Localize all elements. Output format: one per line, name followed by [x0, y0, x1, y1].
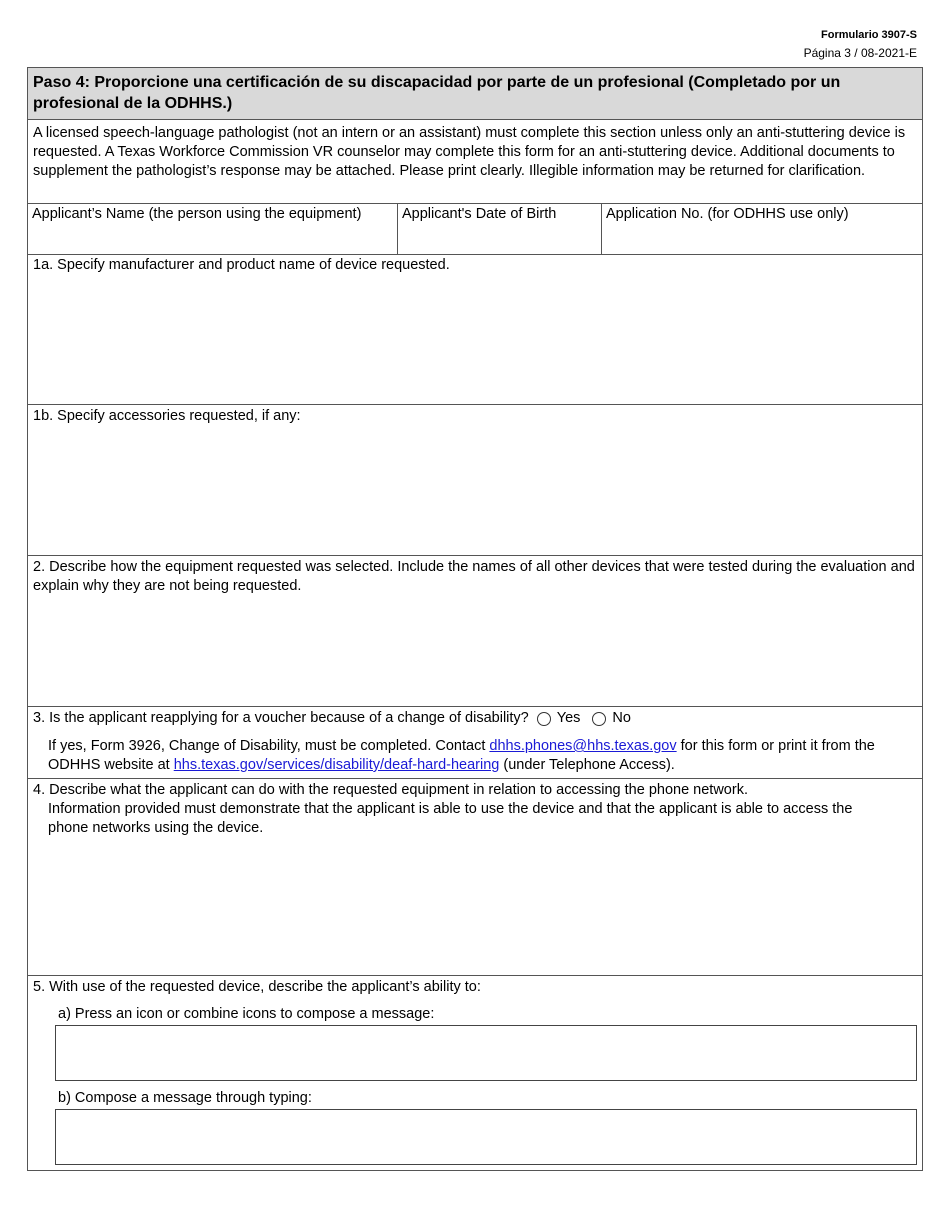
application-number-field[interactable]	[601, 204, 924, 254]
no-option[interactable]	[580, 709, 631, 728]
question-4-label: 4. Describe what the applicant can do with the requested equipment in relation to accessing the phone network.	[33, 782, 748, 798]
question-4-field[interactable]	[28, 779, 922, 976]
certification-form	[27, 67, 923, 1171]
email-link[interactable]: dhhs.phones@hhs.texas.gov	[489, 738, 677, 754]
question-2-label: 2. Describe how the equipment requested was selected. Include the names of all other devices that were tested during the evaluation and explain why they are not being requested.	[33, 559, 915, 594]
note-text-2: for this form or print it from the ODHHS website at	[48, 738, 875, 773]
yes-option[interactable]	[529, 709, 581, 728]
no-radio[interactable]	[592, 712, 606, 726]
application-number-label: Application No. (for ODHHS use only)	[606, 206, 849, 222]
intro-text: A licensed speech-language pathologist (not an intern or an assistant) must complete this section unless only an anti-stuttering device is requested. A Texas Workforce Commission VR counselor may complete this form for an anti-stuttering device. Additional documents to supplement the pathologist’s response may be attached. Please print clearly. Illegible information may be returned for clarification.	[28, 120, 922, 204]
applicant-name-field[interactable]	[28, 204, 397, 254]
question-5a-label: a) Press an icon or combine icons to compose a message:	[58, 1006, 435, 1022]
question-5-label: 5. With use of the requested device, describe the applicant’s ability to:	[33, 979, 481, 995]
date-of-birth-label: Applicant's Date of Birth	[402, 206, 557, 222]
yes-radio[interactable]	[537, 712, 551, 726]
change-of-disability-note	[33, 737, 917, 775]
step-title: Paso 4: Proporcione una certificación de su discapacidad por parte de un profesional (Completado por un profesional de la ODHHS.)	[28, 68, 922, 120]
no-label: No	[612, 710, 631, 726]
note-text-3: (under Telephone Access).	[499, 757, 675, 773]
question-3-label: 3. Is the applicant reapplying for a voucher because of a change of disability?	[33, 710, 529, 726]
date-of-birth-field[interactable]	[397, 204, 601, 254]
question-4-detail: Information provided must demonstrate that the applicant is able to use the device and that the applicant is able to access the phone networks using the device.	[48, 801, 853, 836]
page-info: Página 3 / 08-2021-E	[803, 46, 917, 60]
website-link[interactable]: hhs.texas.gov/services/disability/deaf-hard-hearing	[173, 757, 500, 773]
question-1b-label: 1b. Specify accessories requested, if any:	[33, 408, 301, 424]
note-text-1: If yes, Form 3926, Change of Disability, must be completed. Contact	[48, 738, 490, 754]
question-5-section	[28, 976, 922, 1170]
form-number: Formulario 3907-S	[821, 29, 917, 41]
question-5b-input[interactable]	[55, 1109, 917, 1165]
question-3-section	[28, 707, 922, 779]
question-1a-label: 1a. Specify manufacturer and product name of device requested.	[33, 257, 450, 273]
question-1b-field[interactable]	[28, 405, 922, 556]
form-header	[804, 28, 917, 61]
question-2-field[interactable]	[28, 556, 922, 707]
question-5a-input[interactable]	[55, 1025, 917, 1081]
applicant-name-label: Applicant’s Name (the person using the equipment)	[32, 206, 362, 222]
question-5b-label: b) Compose a message through typing:	[58, 1090, 312, 1106]
yes-label: Yes	[556, 710, 581, 726]
applicant-info-row	[28, 204, 922, 255]
question-1a-field[interactable]	[28, 254, 922, 405]
